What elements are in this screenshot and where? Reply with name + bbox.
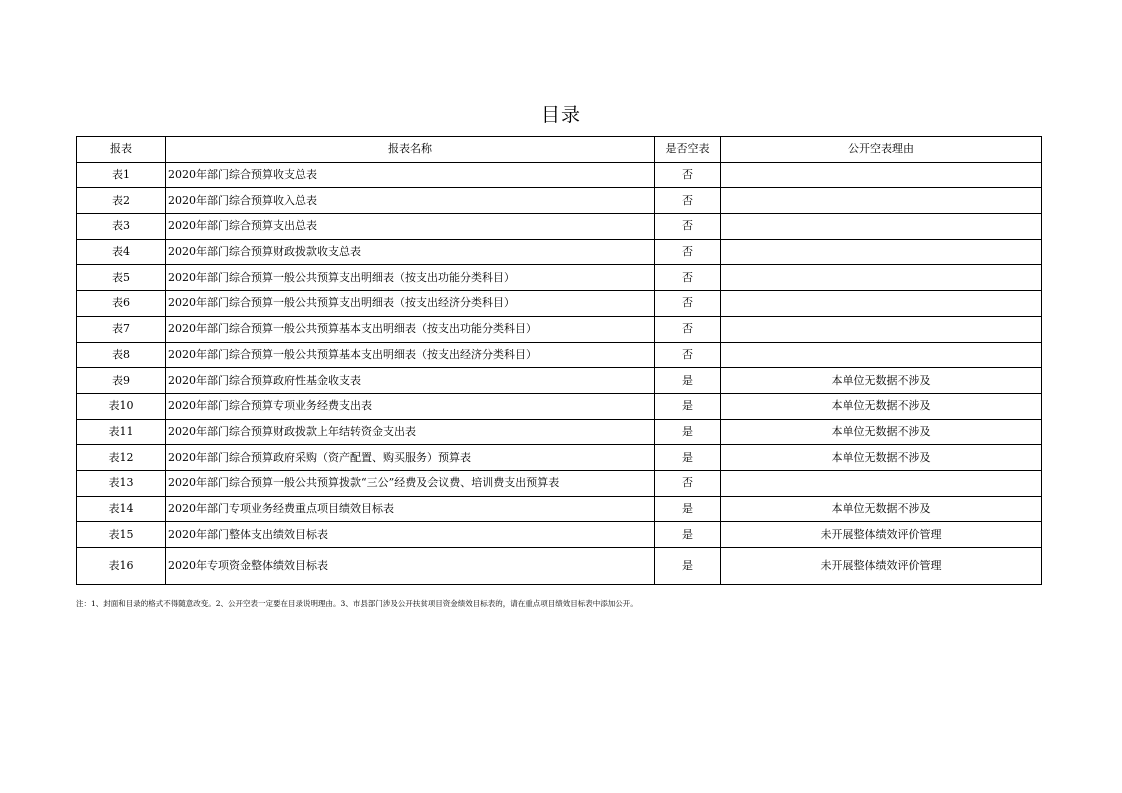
table-row: [77, 419, 1042, 445]
table-header-row: [77, 137, 1042, 163]
is-empty-cell: 是: [655, 419, 721, 445]
report-name-cell: 2020年部门专项业务经费重点项目绩效目标表: [166, 496, 655, 522]
empty-reason-cell: [721, 342, 1042, 368]
empty-reason-cell: [721, 239, 1042, 265]
report-name-cell: 2020年部门综合预算财政拨款上年结转资金支出表: [166, 419, 655, 445]
report-number-cell: 表8: [77, 342, 166, 368]
table-row: [77, 342, 1042, 368]
header-report: 报表: [77, 137, 166, 163]
report-name-cell: 2020年部门综合预算一般公共预算支出明细表（按支出经济分类科目）: [166, 291, 655, 317]
header-empty-reason: 公开空表理由: [721, 137, 1042, 163]
is-empty-cell: 是: [655, 548, 721, 585]
table-row: [77, 239, 1042, 265]
table-row: [77, 291, 1042, 317]
empty-reason-cell: [721, 214, 1042, 240]
report-number-cell: 表6: [77, 291, 166, 317]
is-empty-cell: 是: [655, 393, 721, 419]
report-number-cell: 表2: [77, 188, 166, 214]
footnote: 注：1、封面和目录的格式不得随意改变。2、公开空表一定要在目录说明理由。3、市县部门涉及公开扶贫项目资金绩效目标表的，请在重点项目绩效目标表中添加公开。: [76, 599, 638, 608]
report-name-cell: 2020年部门综合预算专项业务经费支出表: [166, 393, 655, 419]
report-name-cell: 2020年部门综合预算财政拨款收支总表: [166, 239, 655, 265]
table-row: [77, 496, 1042, 522]
report-name-cell: 2020年部门综合预算一般公共预算拨款“三公”经费及会议费、培训费支出预算表: [166, 470, 655, 496]
report-number-cell: 表4: [77, 239, 166, 265]
report-name-cell: 2020年部门综合预算收入总表: [166, 188, 655, 214]
is-empty-cell: 否: [655, 470, 721, 496]
report-number-cell: 表13: [77, 470, 166, 496]
report-name-cell: 2020年部门综合预算一般公共预算基本支出明细表（按支出功能分类科目）: [166, 316, 655, 342]
empty-reason-cell: [721, 470, 1042, 496]
report-number-cell: 表11: [77, 419, 166, 445]
is-empty-cell: 否: [655, 188, 721, 214]
header-report-name: 报表名称: [166, 137, 655, 163]
report-name-cell: 2020年部门综合预算政府性基金收支表: [166, 368, 655, 394]
report-name-cell: 2020年部门综合预算一般公共预算支出明细表（按支出功能分类科目）: [166, 265, 655, 291]
report-name-cell: 2020年部门综合预算支出总表: [166, 214, 655, 240]
table-row: [77, 393, 1042, 419]
is-empty-cell: 否: [655, 239, 721, 265]
empty-reason-cell: [721, 265, 1042, 291]
report-number-cell: 表12: [77, 445, 166, 471]
empty-reason-cell: 未开展整体绩效评价管理: [721, 522, 1042, 548]
empty-reason-cell: [721, 316, 1042, 342]
table-row: [77, 548, 1042, 585]
report-number-cell: 表10: [77, 393, 166, 419]
is-empty-cell: 是: [655, 496, 721, 522]
is-empty-cell: 否: [655, 265, 721, 291]
table-row: [77, 162, 1042, 188]
empty-reason-cell: [721, 188, 1042, 214]
report-number-cell: 表16: [77, 548, 166, 585]
table-row: [77, 445, 1042, 471]
empty-reason-cell: 本单位无数据不涉及: [721, 419, 1042, 445]
table-row: [77, 316, 1042, 342]
table-row: [77, 188, 1042, 214]
page-title: 目录: [540, 104, 581, 126]
is-empty-cell: 否: [655, 162, 721, 188]
empty-reason-cell: 本单位无数据不涉及: [721, 445, 1042, 471]
report-number-cell: 表1: [77, 162, 166, 188]
report-name-cell: 2020年部门整体支出绩效目标表: [166, 522, 655, 548]
report-name-cell: 2020年部门综合预算收支总表: [166, 162, 655, 188]
is-empty-cell: 否: [655, 291, 721, 317]
report-name-cell: 2020年部门综合预算政府采购（资产配置、购买服务）预算表: [166, 445, 655, 471]
report-name-cell: 2020年部门综合预算一般公共预算基本支出明细表（按支出经济分类科目）: [166, 342, 655, 368]
is-empty-cell: 是: [655, 522, 721, 548]
empty-reason-cell: 本单位无数据不涉及: [721, 368, 1042, 394]
toc-table: [76, 136, 1042, 585]
report-number-cell: 表15: [77, 522, 166, 548]
table-row: [77, 214, 1042, 240]
table-row: [77, 522, 1042, 548]
is-empty-cell: 否: [655, 316, 721, 342]
is-empty-cell: 是: [655, 445, 721, 471]
header-is-empty: 是否空表: [655, 137, 721, 163]
table-row: [77, 470, 1042, 496]
report-number-cell: 表3: [77, 214, 166, 240]
table-row: [77, 265, 1042, 291]
empty-reason-cell: 未开展整体绩效评价管理: [721, 548, 1042, 585]
report-number-cell: 表7: [77, 316, 166, 342]
empty-reason-cell: [721, 162, 1042, 188]
empty-reason-cell: 本单位无数据不涉及: [721, 393, 1042, 419]
report-number-cell: 表5: [77, 265, 166, 291]
report-name-cell: 2020年专项资金整体绩效目标表: [166, 548, 655, 585]
report-number-cell: 表9: [77, 368, 166, 394]
is-empty-cell: 否: [655, 214, 721, 240]
table-row: [77, 368, 1042, 394]
empty-reason-cell: [721, 291, 1042, 317]
is-empty-cell: 是: [655, 368, 721, 394]
is-empty-cell: 否: [655, 342, 721, 368]
report-number-cell: 表14: [77, 496, 166, 522]
empty-reason-cell: 本单位无数据不涉及: [721, 496, 1042, 522]
